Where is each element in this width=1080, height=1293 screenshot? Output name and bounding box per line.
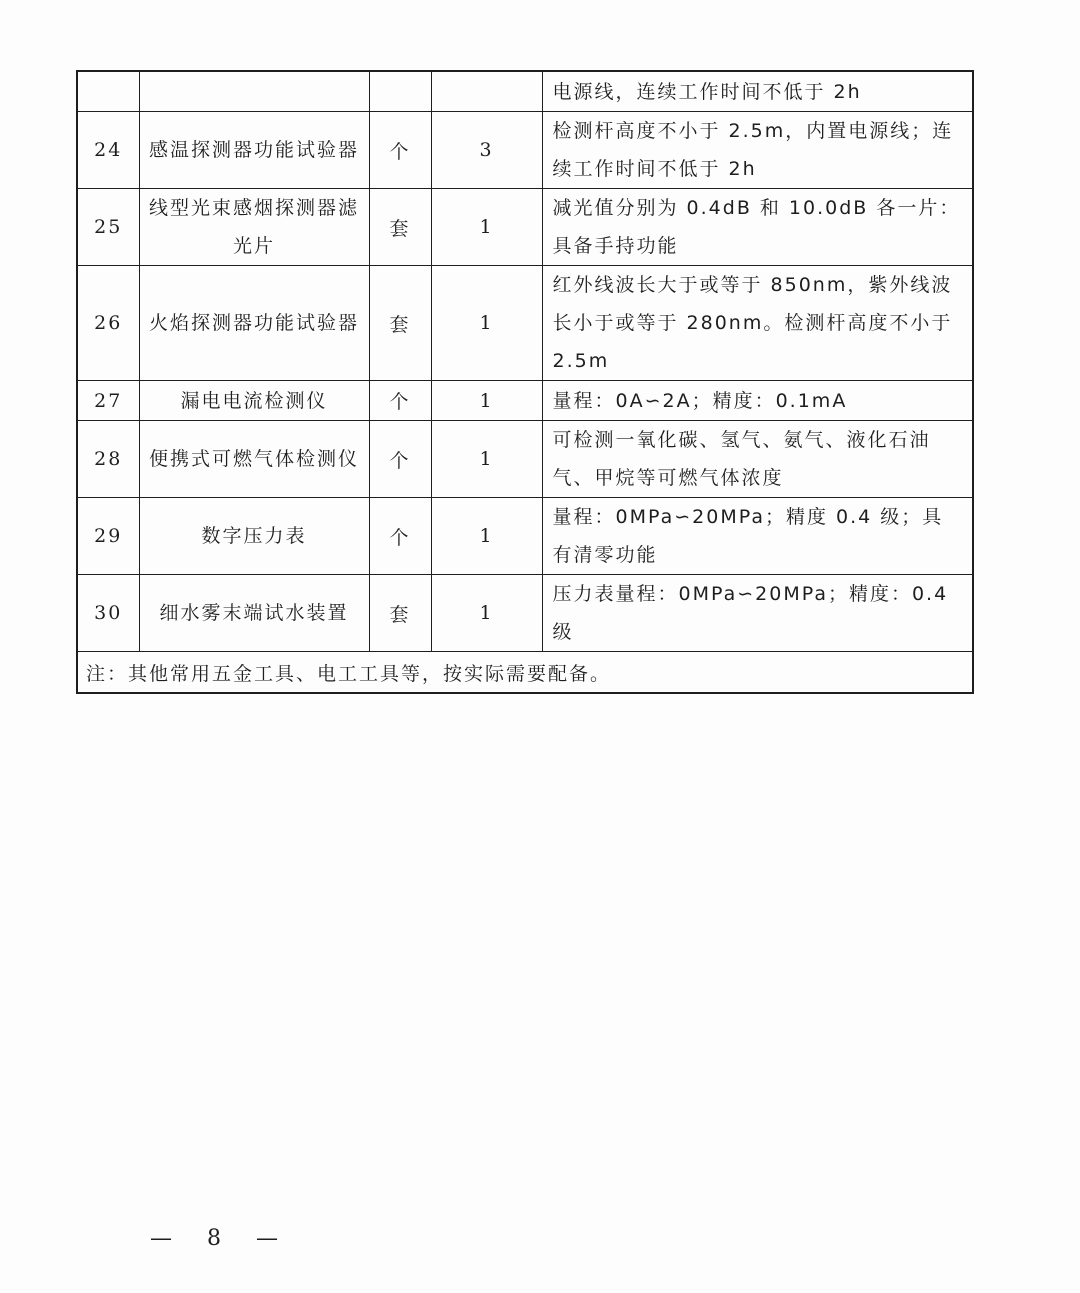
table-row [77, 266, 973, 381]
note-row [77, 652, 973, 694]
row-number: 25 [77, 189, 139, 266]
item-unit: 套 [369, 575, 431, 652]
item-unit [369, 71, 431, 112]
item-name-text: 线型光束感烟探测器滤光片 [148, 197, 359, 257]
item-name [139, 421, 369, 498]
item-unit: 个 [369, 498, 431, 575]
item-quantity: 1 [431, 498, 542, 575]
item-name-text: 数字压力表 [201, 525, 307, 547]
item-name-text: 漏电电流检测仪 [180, 389, 328, 412]
item-quantity: 3 [431, 112, 542, 189]
table-row [77, 189, 973, 266]
item-quantity: 1 [431, 189, 542, 266]
item-name [139, 112, 369, 189]
table-note: 注：其他常用五金工具、电工工具等，按实际需要配备。 [77, 652, 973, 694]
table-row [77, 71, 973, 112]
table-row [77, 498, 973, 575]
row-number: 30 [77, 575, 139, 652]
row-number: 24 [77, 112, 139, 189]
row-number: 28 [77, 421, 139, 498]
item-spec: 量程：0A∽2A；精度：0.1mA [542, 381, 973, 421]
item-quantity: 1 [431, 381, 542, 421]
page-number: — 8 — [150, 1226, 292, 1251]
item-name [139, 498, 369, 575]
item-unit: 个 [369, 421, 431, 498]
table-row [77, 575, 973, 652]
item-name [139, 266, 369, 381]
item-quantity: 1 [431, 575, 542, 652]
row-number: 29 [77, 498, 139, 575]
table-row [77, 381, 973, 421]
table-row [77, 421, 973, 498]
item-quantity [431, 71, 542, 112]
row-number [77, 71, 139, 112]
item-name-text: 细水雾末端试水装置 [159, 602, 349, 624]
item-name-text: 便携式可燃气体检测仪 [148, 448, 359, 470]
item-unit: 个 [369, 112, 431, 189]
item-unit: 套 [369, 189, 431, 266]
row-number: 26 [77, 266, 139, 381]
item-unit: 套 [369, 266, 431, 381]
item-spec: 电源线，连续工作时间不低于 2h [542, 71, 973, 112]
table-row [77, 112, 973, 189]
item-name [139, 575, 369, 652]
item-quantity: 1 [431, 421, 542, 498]
item-spec: 减光值分别为 0.4dB 和 10.0dB 各一片：具备手持功能 [542, 189, 973, 266]
item-name-text: 感温探测器功能试验器 [148, 139, 359, 161]
item-unit: 个 [369, 381, 431, 421]
item-quantity: 1 [431, 266, 542, 381]
row-number: 27 [77, 381, 139, 421]
item-spec: 量程：0MPa∽20MPa；精度 0.4 级；具有清零功能 [542, 498, 973, 575]
item-spec: 红外线波长大于或等于 850nm，紫外线波长小于或等于 280nm。检测杆高度不小于 2.5m [542, 266, 973, 381]
item-name-text: 火焰探测器功能试验器 [148, 312, 359, 334]
item-spec: 压力表量程：0MPa∽20MPa；精度：0.4 级 [542, 575, 973, 652]
item-name [139, 189, 369, 266]
item-spec: 可检测一氧化碳、氢气、氨气、液化石油气、甲烷等可燃气体浓度 [542, 421, 973, 498]
item-spec: 检测杆高度不小于 2.5m，内置电源线；连续工作时间不低于 2h [542, 112, 973, 189]
item-name [139, 71, 369, 112]
equipment-table [76, 70, 974, 694]
item-name [139, 381, 369, 421]
